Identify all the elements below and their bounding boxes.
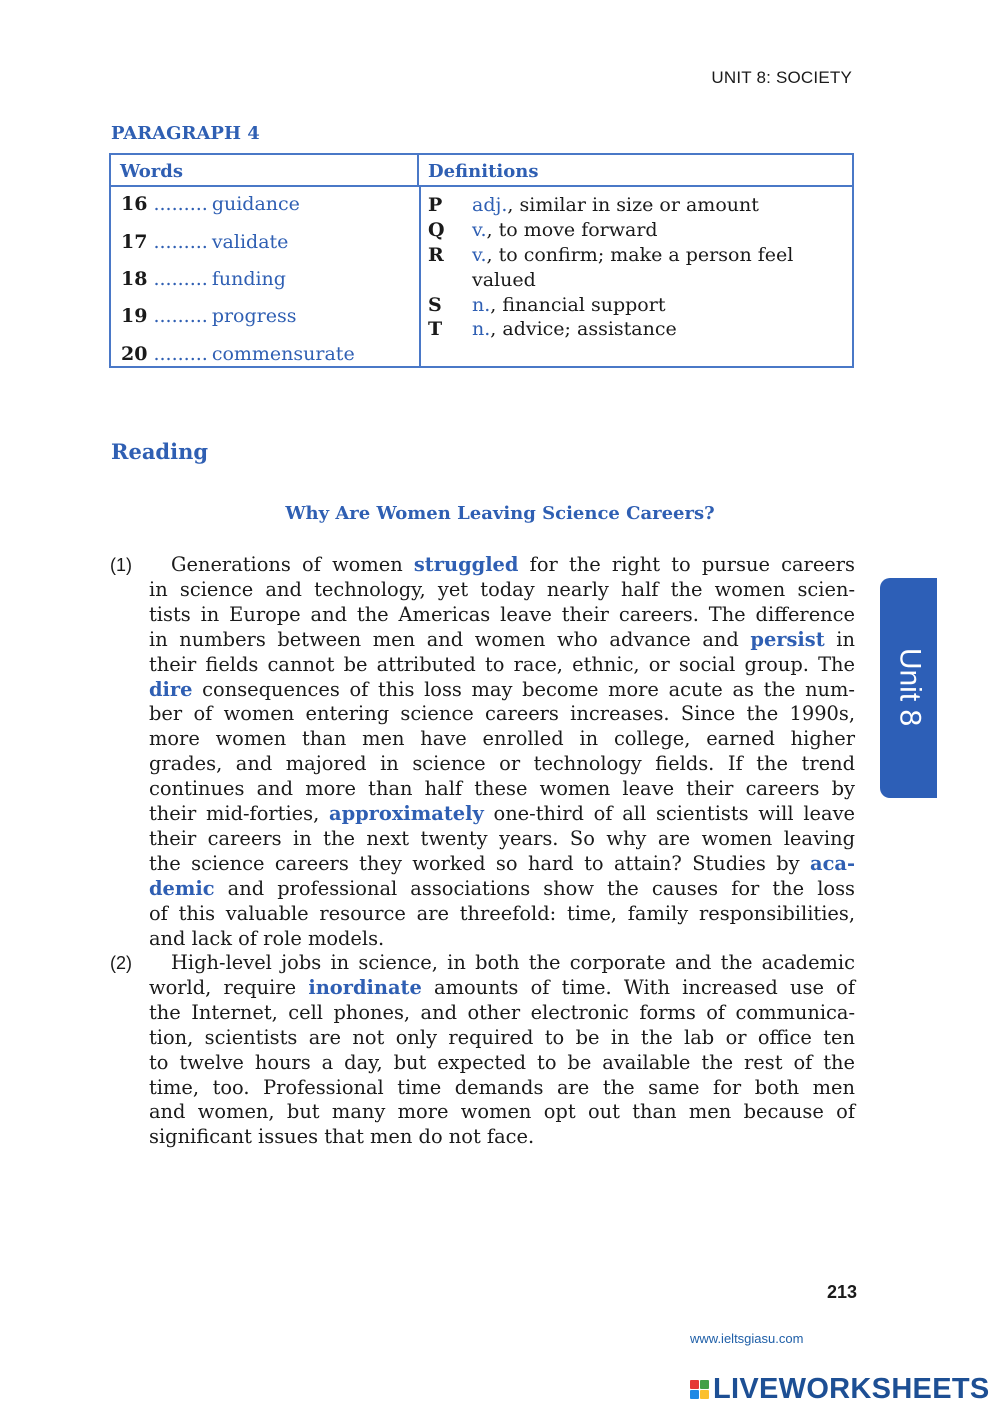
definition-letter: Q: [428, 219, 445, 241]
answer-blank[interactable]: .........: [153, 343, 208, 365]
liveworksheets-logo: [690, 1372, 990, 1406]
definition-item: [428, 293, 665, 317]
word-number: 16: [121, 193, 148, 215]
answer-blank[interactable]: .........: [153, 268, 208, 290]
paragraph-number: (2): [110, 953, 132, 973]
word-number: 20: [121, 343, 148, 365]
paragraph-2: (2) High-level jobs in science, in both the corporate and the academic world, require inordinate amounts of time. With increased use of the Internet, cell phones, and other electronic forms of communica- tion, scientists are not only required to be in the lab or office ten to twelve hours a day, but expected to be available the rest of the time, too. Professional time demands are the same for both men and women, but many more women opt out than men because of significant issues that men do not face.: [110, 951, 855, 1149]
definition-text: , to confirm; make a person feel: [486, 244, 794, 266]
word-term: progress: [211, 305, 297, 327]
page-number: 213: [826, 1282, 857, 1302]
word-term: funding: [211, 268, 286, 290]
words-column-header: Words: [111, 155, 419, 187]
definition-item: [428, 193, 759, 217]
paragraph-number: (1): [110, 555, 132, 575]
word-term: guidance: [211, 193, 300, 215]
part-of-speech: v.: [472, 219, 487, 241]
liveworksheets-logo-icon: [690, 1380, 709, 1399]
part-of-speech: adj.: [472, 194, 508, 216]
word-number: 17: [121, 231, 148, 253]
definition-letter: P: [428, 194, 443, 216]
definition-letter: T: [428, 318, 443, 340]
definition-text: , financial support: [490, 294, 666, 316]
article-title: Why Are Women Leaving Science Careers?: [285, 503, 715, 524]
definition-continuation: valued: [472, 269, 536, 291]
column-divider: [419, 185, 421, 366]
definition-item: [428, 243, 793, 267]
site-url-link[interactable]: www.ieltsgiasu.com: [690, 1331, 804, 1346]
word-number: 19: [121, 305, 148, 327]
word-item: [121, 193, 300, 215]
vocabulary-table: [109, 153, 854, 368]
word-item: [121, 305, 297, 327]
word-item: [121, 343, 355, 365]
word-item: [121, 268, 286, 290]
definition-letter: S: [428, 294, 442, 316]
unit-side-tab: [880, 578, 937, 798]
answer-blank[interactable]: .........: [153, 305, 208, 327]
unit-header: UNIT 8: SOCIETY: [711, 68, 852, 87]
definition-item: [428, 317, 677, 341]
reading-heading: Reading: [111, 439, 209, 464]
word-term: validate: [211, 231, 289, 253]
answer-blank[interactable]: .........: [153, 193, 208, 215]
liveworksheets-logo-text: LIVEWORKSHEETS: [713, 1372, 990, 1405]
definitions-column-header: Definitions: [419, 155, 852, 187]
part-of-speech: v.: [472, 244, 487, 266]
definition-letter: R: [428, 244, 444, 266]
definition-item: [428, 218, 658, 242]
unit-tab-label: Unit 8: [893, 647, 927, 727]
answer-blank[interactable]: .........: [153, 231, 208, 253]
paragraph-1: (1) Generations of women struggled for the right to pursue careers in science and technology, yet today nearly half the women scien- tists in Europe and the Americas leave their careers. The difference in numbers between men and women who advance and persist in their fields cannot be attributed to race, ethnic, or social group. The dire consequences of this loss may become more acute as the num- ber of women entering science careers increases. Since the 1990s, more women than men have enrolled in college, earned higher grades, and majored in science or technology fields. If the trend continues and more than half these women leave their careers by their mid-forties, approximately one-third of all scientists will leave their careers in the next twenty years. So why are women leaving the science careers they worked so hard to attain? Studies by aca- demic and professional associations show the causes for the loss of this valuable resource are threefold: time, family responsibilities, and lack of role models.: [110, 553, 856, 950]
part-of-speech: n.: [472, 318, 491, 340]
word-number: 18: [121, 268, 148, 290]
definition-text: , to move forward: [486, 219, 658, 241]
word-item: [121, 231, 288, 253]
definition-text: , advice; assistance: [490, 318, 677, 340]
word-term: commensurate: [211, 343, 355, 365]
definition-text: , similar in size or amount: [507, 194, 759, 216]
part-of-speech: n.: [472, 294, 491, 316]
paragraph-label: PARAGRAPH 4: [111, 123, 260, 144]
